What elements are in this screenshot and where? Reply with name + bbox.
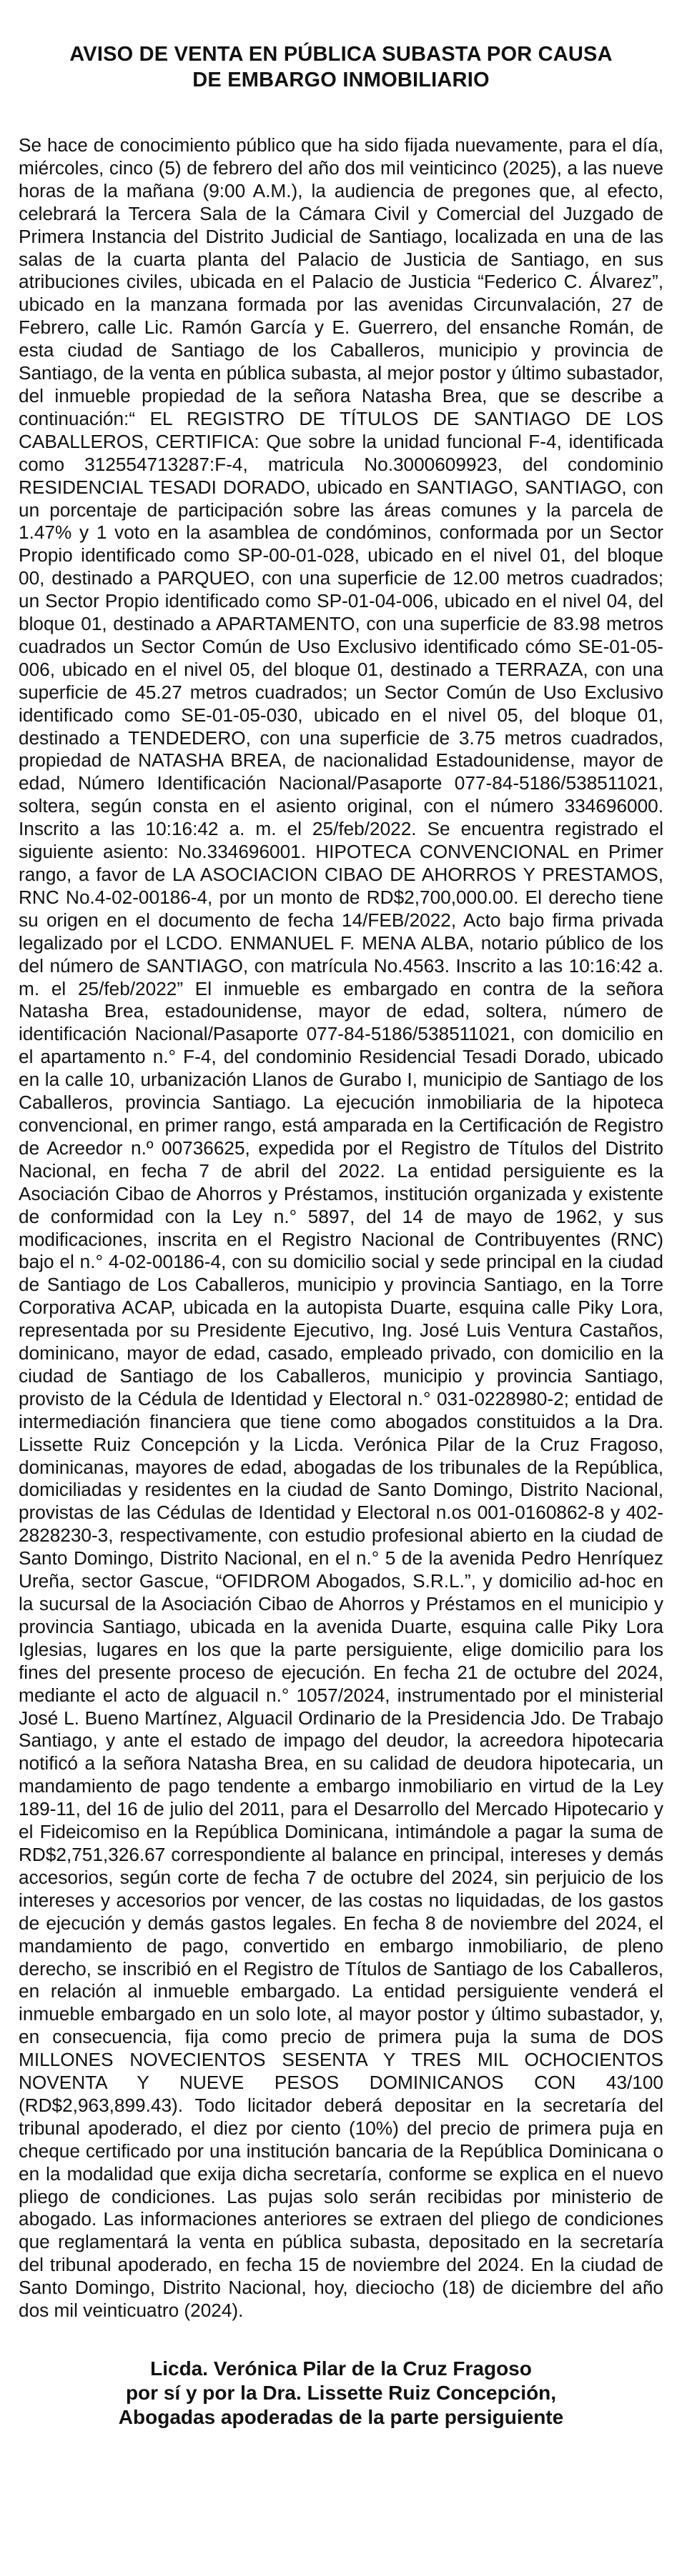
signature-line-3: Abogadas apoderadas de la parte persiguiente bbox=[118, 2406, 564, 2428]
notice-title bbox=[19, 41, 663, 93]
signature-block bbox=[19, 2357, 663, 2430]
notice-title-line-1: AVISO DE VENTA EN PÚBLICA SUBASTA POR CAUSA bbox=[69, 43, 613, 66]
notice-title-line-2: DE EMBARGO INMOBILIARIO bbox=[192, 69, 490, 91]
signature-line-2: por sí y por la Dra. Lissette Ruiz Concepción, bbox=[125, 2382, 557, 2404]
notice-body: Se hace de conocimiento público que ha sido fijada nuevamente, para el día, miércoles, cinco (5) de febrero del año dos mil veinticinco (2025), a las nueve horas de la mañana (9:00 A.M.), la audiencia de pregones que, al efecto, celebrará la Tercera Sala de la Cámara Civil y Comercial del Juzgado de Primera Instancia del Distrito Judicial de Santiago, localizada en una de las salas de la cuarta planta del Palacio de Justicia de Santiago, en sus atribuciones civiles, ubicada en el Palacio de Justicia “Federico C. Álvarez”, ubicado en la manzana formada por las avenidas Circunvalación, 27 de Febrero, calle Lic. Ramón García y E. Guerrero, del ensanche Román, de esta ciudad de Santiago de los Caballeros, municipio y provincia de Santiago, de la venta en pública subasta, al mejor postor y último subastador, del inmueble propiedad de la señora Natasha Brea, que se describe a continuación:“ EL REGISTRO DE TÍTULOS DE SANTIAGO DE LOS CABALLEROS, CERTIFICA: Que sobre la unidad funcional F-4, identificada como 312554713287:F-4, matricula No.3000609923, del condominio RESIDENCIAL TESADI DORADO, ubicado en SANTIAGO, SANTIAGO, con un porcentaje de participación sobre las áreas comunes y la parcela de 1.47% y 1 voto en la asamblea de condóminos, conformada por un Sector Propio identificado como SP-00-01-028, ubicado en el nivel 01, del bloque 00, destinado a PARQUEO, con una superficie de 12.00 metros cuadrados; un Sector Propio identificado como SP-01-04-006, ubicado en el nivel 04, del bloque 01, destinado a APARTAMENTO, con una superficie de 83.98 metros cuadrados un Sector Común de Uso Exclusivo identificado cómo SE-01-05-006, ubicado en el nivel 05, del bloque 01, destinado a TERRAZA, con una superficie de 45.27 metros cuadrados; un Sector Común de Uso Exclusivo identificado como SE-01-05-030, ubicado en el nivel 05, del bloque 01, destinado a TENDEDERO, con una superficie de 3.75 metros cuadrados, propiedad de NATASHA BREA, de nacionalidad Estadounidense, mayor de edad, Número Identificación Nacional/Pasaporte 077-84-5186/538511021, soltera, según consta en el asiento original, con el número 334696000. Inscrito a las 10:16:42 a. m. el 25/feb/2022. Se encuentra registrado el siguiente asiento: No.334696001. HIPOTECA CONVENCIONAL en Primer rango, a favor de LA ASOCIACION CIBAO DE AHORROS Y PRESTAMOS, RNC No.4-02-00186-4, por un monto de RD$2,700,000.00. El derecho tiene su origen en el documento de fecha 14/FEB/2022, Acto bajo firma privada legalizado por el LCDO. ENMANUEL F. MENA ALBA, notario público de los del número de SANTIAGO, con matrícula No.4563. Inscrito a las 10:16:42 a. m. el 25/feb/2022” El inmueble es embargado en contra de la señora Natasha Brea, estadounidense, mayor de edad, soltera, número de identificación Nacional/Pasaporte 077-84-5186/538511021, con domicilio en el apartamento n.° F-4, del condominio Residencial Tesadi Dorado, ubicado en la calle 10, urbanización Llanos de Gurabo I, municipio de Santiago de los Caballeros, provincia Santiago. La ejecución inmobiliaria de la hipoteca convencional, en primer rango, está amparada en la Certificación de Registro de Acreedor n.º 00736625, expedida por el Registro de Títulos del Distrito Nacional, en fecha 7 de abril del 2022. La entidad persiguiente es la Asociación Cibao de Ahorros y Préstamos, institución organizada y existente de conformidad con la Ley n.° 5897, del 14 de mayo de 1962, y sus modificaciones, inscrita en el Registro Nacional de Contribuyentes (RNC) bajo el n.° 4-02-00186-4, con su domicilio social y sede principal en la ciudad de Santiago de Los Caballeros, municipio y provincia Santiago, en la Torre Corporativa ACAP, ubicada en la autopista Duarte, esquina calle Piky Lora, representada por su Presidente Ejecutivo, Ing. José Luis Ventura Castaños, dominicano, mayor de edad, casado, empleado privado, con domicilio en la ciudad de Santiago de los Caballeros, municipio y provincia Santiago, provisto de la Cédula de Identidad y Electoral n.° 031-0228980-2; entidad de intermediación financiera que tiene como abogados constituidos a la Dra. Lissette Ruiz Concepción y la Licda. Verónica Pilar de la Cruz Fragoso, dominicanas, mayores de edad, abogadas de los tribunales de la República, domiciliadas y residentes en la ciudad de Santo Domingo, Distrito Nacional, provistas de las Cédulas de Identidad y Electoral n.os 001-0160862-8 y 402-2828230-3, respectivamente, con estudio profesional abierto en la ciudad de Santo Domingo, Distrito Nacional, en el n.° 5 de la avenida Pedro Henríquez Ureña, sector Gascue, “OFIDROM Abogados, S.R.L.”, y domicilio ad-hoc en la sucursal de la Asociación Cibao de Ahorros y Préstamos en el municipio y provincia Santiago, ubicada en la avenida Duarte, esquina calle Piky Lora Iglesias, lugares en los que la parte persiguiente, elige domicilio para los fines del presente proceso de ejecución. En fecha 21 de octubre del 2024, mediante el acto de alguacil n.° 1057/2024, instrumentado por el ministerial José L. Bueno Martínez, Alguacil Ordinario de la Presidencia Jdo. De Trabajo Santiago, y ante el estado de impago del deudor, la acreedora hipotecaria notificó a la señora Natasha Brea, en su calidad de deudora hipotecaria, un mandamiento de pago tendente a embargo inmobiliario en virtud de la Ley 189-11, del 16 de julio del 2011, para el Desarrollo del Mercado Hipotecario y el Fideicomiso en la República Dominicana, intimándole a pagar la suma de RD$2,751,326.67 correspondiente al balance en principal, intereses y demás accesorios, según corte de fecha 7 de octubre del 2024, sin perjuicio de los intereses y accesorios por vencer, de las costas no liquidadas, de los gastos de ejecución y demás gastos legales. En fecha 8 de noviembre del 2024, el mandamiento de pago, convertido en embargo inmobiliario, de pleno derecho, se inscribió en el Registro de Títulos de Santiago de los Caballeros, en relación al inmueble embargado. La entidad persiguiente venderá el inmueble embargado en un solo lote, al mayor postor y último subastador, y, en consecuencia, fija como precio de primera puja la suma de DOS MILLONES NOVECIENTOS SESENTA Y TRES MIL OCHOCIENTOS NOVENTA Y NUEVE PESOS DOMINICANOS CON 43/100 (RD$2,963,899.43). Todo licitador deberá depositar en la secretaría del tribunal apoderado, el diez por ciento (10%) del precio de primera puja en cheque certificado por una institución bancaria de la República Dominicana o en la modalidad que exija dicha secretaría, conforme se explica en el nuevo pliego de condiciones. Las pujas solo serán recibidas por ministerio de abogado. Las informaciones anteriores se extraen del pliego de condiciones que reglamentará la venta en pública subasta, depositado en la secretaría del tribunal apoderado, en fecha 15 de noviembre del 2024. En la ciudad de Santo Domingo, Distrito Nacional, hoy, dieciocho (18) de diciembre del año dos mil veinticuatro (2024). bbox=[19, 134, 663, 2322]
signature-line-1: Licda. Verónica Pilar de la Cruz Fragoso bbox=[150, 2357, 532, 2380]
